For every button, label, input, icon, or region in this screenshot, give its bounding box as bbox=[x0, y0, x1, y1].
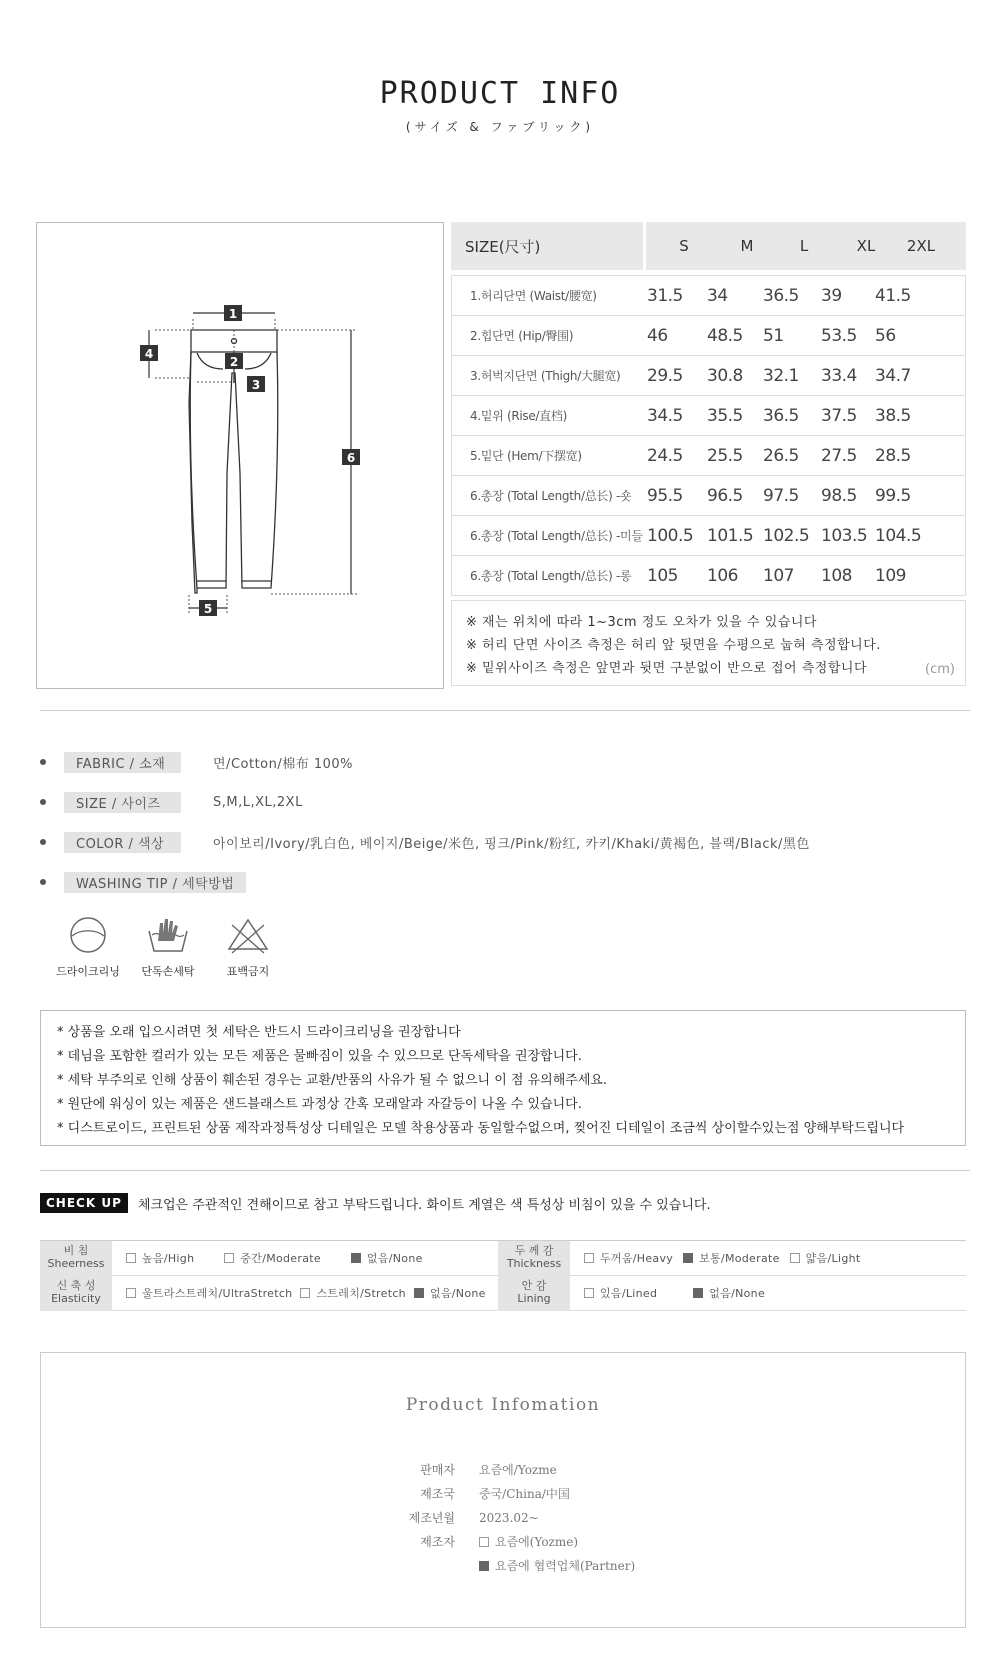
pants-diagram bbox=[36, 222, 444, 689]
svg-text:1: 1 bbox=[228, 307, 238, 321]
size-cell: 95.5 bbox=[647, 485, 683, 506]
size-cell: 46 bbox=[647, 325, 668, 346]
size-row-label: 5.밑단 (Hem/下摆宽) bbox=[470, 449, 582, 463]
checkbox bbox=[790, 1253, 800, 1263]
no-bleach-icon bbox=[226, 915, 270, 955]
checkbox bbox=[300, 1288, 310, 1298]
option: 울트라스트레치/UltraStretch bbox=[126, 1285, 292, 1301]
wash-caption: 드라이크리닝 bbox=[56, 965, 120, 978]
size-table-header bbox=[451, 222, 966, 270]
size-cell: 36.5 bbox=[763, 405, 799, 426]
size-table-body bbox=[451, 275, 966, 596]
divider bbox=[40, 710, 970, 711]
size-row bbox=[452, 476, 965, 516]
washing-note: * 원단에 워싱이 있는 제품은 샌드블래스트 과정상 간혹 모래알과 자갈등이 나올 수 있습니다. bbox=[57, 1097, 582, 1112]
marker-6 bbox=[342, 449, 360, 465]
fabric-label: FABRIC / 소재 bbox=[64, 752, 181, 773]
size-cell: 30.8 bbox=[707, 365, 743, 386]
size-cell: 109 bbox=[875, 565, 906, 586]
product-information bbox=[40, 1352, 966, 1628]
washing-note: * 세탁 부주의로 인해 상품이 훼손된 경우는 교환/반품의 사유가 될 수 없으니 이 점 유의해주세요. bbox=[57, 1073, 608, 1088]
size-cell: 28.5 bbox=[875, 445, 911, 466]
wash-hand bbox=[128, 915, 208, 979]
size-cell: 53.5 bbox=[821, 325, 857, 346]
size-cell: 32.1 bbox=[763, 365, 799, 386]
checkup-row bbox=[40, 1276, 966, 1311]
origin-row: 제조국 중국/China/中国 bbox=[420, 1487, 570, 1501]
size-cell: 104.5 bbox=[875, 525, 922, 546]
washing-note: * 디스트로이드, 프린트된 상품 제작과정특성상 디테일은 모델 착용상품과 동일할수없으며, 찢어진 디테일이 조금씩 상이할수있는점 양해부탁드립니다 bbox=[57, 1121, 905, 1136]
size-cell: 31.5 bbox=[647, 285, 683, 306]
marker-5 bbox=[199, 600, 217, 616]
maker-option: 요즘에(Yozme) bbox=[479, 1533, 578, 1550]
size-row-label: 3.허벅지단면 (Thigh/大腿宽) bbox=[470, 369, 621, 383]
dry-clean-icon bbox=[68, 915, 108, 955]
size-cell: 29.5 bbox=[647, 365, 683, 386]
maker-row-2 bbox=[391, 1557, 635, 1574]
checkbox-checked bbox=[351, 1253, 361, 1263]
checkbox bbox=[584, 1288, 594, 1298]
size-cell: 101.5 bbox=[707, 525, 754, 546]
color-label: COLOR / 색상 bbox=[64, 832, 181, 853]
option: 두꺼움/Heavy bbox=[584, 1250, 673, 1266]
sheerness-label: 비 침 Sheerness bbox=[40, 1241, 112, 1276]
washing-note: * 데님을 포함한 컬러가 있는 모든 제품은 물빠짐이 있을 수 있으므로 단독세탁을 권장합니다. bbox=[57, 1049, 582, 1064]
size-row-label: 6.총장 (Total Length/总长) -미들 bbox=[470, 529, 643, 543]
size-cell: 56 bbox=[875, 325, 896, 346]
wash-no-bleach bbox=[208, 915, 288, 979]
size-cell: 103.5 bbox=[821, 525, 868, 546]
checkbox-checked bbox=[414, 1288, 424, 1298]
checkbox bbox=[479, 1537, 489, 1547]
svg-text:2: 2 bbox=[229, 355, 239, 369]
washing-label: WASHING TIP / 세탁방법 bbox=[64, 872, 246, 893]
size-row bbox=[452, 556, 965, 596]
size-note: ※ 밑위사이즈 측정은 앞면과 뒷면 구분없이 반으로 접어 측정합니다 bbox=[466, 661, 868, 676]
svg-text:6: 6 bbox=[346, 451, 356, 465]
size-label: SIZE / 사이즈 bbox=[64, 792, 181, 813]
checkbox bbox=[126, 1288, 136, 1298]
size-cell: 24.5 bbox=[647, 445, 683, 466]
lining-options bbox=[570, 1285, 783, 1301]
divider bbox=[40, 1170, 970, 1171]
size-cell: 27.5 bbox=[821, 445, 857, 466]
option: 없음/None bbox=[351, 1250, 423, 1266]
option: 높음/High bbox=[126, 1250, 194, 1266]
size-row-label: 1.허리단면 (Waist/腰宽) bbox=[470, 289, 597, 303]
pants-illustration bbox=[37, 223, 443, 688]
size-header-label: SIZE(尺寸) bbox=[465, 237, 541, 256]
size-row-label: 6.총장 (Total Length/总长) -롱 bbox=[470, 569, 632, 583]
size-cell: 106 bbox=[707, 565, 738, 586]
checkup-row bbox=[40, 1241, 966, 1276]
size-cell: 48.5 bbox=[707, 325, 743, 346]
hand-wash-icon bbox=[146, 915, 190, 955]
size-cell: 99.5 bbox=[875, 485, 911, 506]
size-row bbox=[452, 516, 965, 556]
size-cell: 26.5 bbox=[763, 445, 799, 466]
option: 없음/None bbox=[693, 1285, 765, 1301]
size-cell: 34 bbox=[707, 285, 728, 306]
washing-notes bbox=[40, 1010, 966, 1146]
size-col-xl: XL bbox=[856, 237, 876, 255]
size-cell: 102.5 bbox=[763, 525, 810, 546]
spec-color bbox=[40, 832, 810, 852]
size-notes bbox=[451, 600, 966, 686]
option: 중간/Moderate bbox=[224, 1250, 321, 1266]
thickness-options bbox=[570, 1250, 878, 1266]
svg-text:3: 3 bbox=[251, 378, 261, 392]
date-value: 2023.02~ bbox=[479, 1510, 539, 1525]
size-row-label: 2.힙단면 (Hip/臀围) bbox=[470, 329, 574, 343]
size-row bbox=[452, 276, 965, 316]
checkup-header bbox=[40, 1193, 711, 1213]
size-cell: 108 bbox=[821, 565, 852, 586]
size-row-label: 6.총장 (Total Length/总长) -숏 bbox=[470, 489, 632, 503]
unit-label: (cm) bbox=[925, 662, 955, 677]
option: 얇음/Light bbox=[790, 1250, 861, 1266]
option: 스트레치/Stretch bbox=[300, 1285, 406, 1301]
size-cell: 100.5 bbox=[647, 525, 694, 546]
size-cell: 38.5 bbox=[875, 405, 911, 426]
marker-3 bbox=[247, 376, 265, 392]
elasticity-options bbox=[112, 1285, 498, 1301]
marker-1 bbox=[224, 305, 242, 321]
spec-fabric bbox=[40, 752, 353, 772]
size-table bbox=[451, 222, 966, 686]
wash-dry-clean bbox=[48, 915, 128, 979]
date-row: 제조년월 2023.02~ bbox=[408, 1510, 539, 1525]
fabric-value: 면/Cotton/棉布 100% bbox=[213, 756, 354, 772]
spec-washing bbox=[40, 872, 246, 892]
size-cell: 97.5 bbox=[763, 485, 799, 506]
checkbox-checked bbox=[479, 1561, 489, 1571]
size-col-s: S bbox=[679, 237, 689, 255]
checkup-badge: CHECK UP bbox=[40, 1193, 128, 1213]
seller-row: 판매자 요즘에/Yozme bbox=[420, 1463, 557, 1477]
size-row bbox=[452, 316, 965, 356]
spec-size bbox=[40, 792, 303, 812]
option: 없음/None bbox=[414, 1285, 486, 1301]
size-row bbox=[452, 396, 965, 436]
size-cell: 37.5 bbox=[821, 405, 857, 426]
checkbox bbox=[224, 1253, 234, 1263]
size-note: ※ 허리 단면 사이즈 측정은 허리 앞 뒷면을 수평으로 눕혀 측정합니다. bbox=[466, 638, 881, 653]
seller-value: 요즘에/Yozme bbox=[479, 1463, 557, 1477]
size-cell: 34.7 bbox=[875, 365, 911, 386]
checkbox bbox=[126, 1253, 136, 1263]
size-col-2xl: 2XL bbox=[906, 237, 936, 255]
size-row-label: 4.밑위 (Rise/直档) bbox=[470, 409, 567, 423]
size-row bbox=[452, 356, 965, 396]
svg-text:4: 4 bbox=[144, 347, 154, 361]
maker-row: 제조자 요즘에(Yozme) bbox=[420, 1535, 579, 1549]
size-col-l: L bbox=[799, 237, 809, 255]
size-cell: 34.5 bbox=[647, 405, 683, 426]
size-cell: 96.5 bbox=[707, 485, 743, 506]
washing-note: * 상품을 오래 입으시려면 첫 세탁은 반드시 드라이크리닝을 권장합니다 bbox=[57, 1025, 461, 1040]
checkup-text: 체크업은 주관적인 견해이므로 참고 부탁드립니다. 화이트 계열은 색 특성상 비침이 있을 수 있습니다. bbox=[137, 1197, 711, 1213]
wash-caption: 단독손세탁 bbox=[141, 965, 195, 978]
page-subtitle: (サイズ & ファブリック) bbox=[405, 120, 595, 134]
size-note: ※ 재는 위치에 따라 1~3cm 정도 오차가 있을 수 있습니다 bbox=[466, 615, 817, 630]
maker-option: 요즘에 협력업체(Partner) bbox=[479, 1557, 635, 1574]
size-cell: 35.5 bbox=[707, 405, 743, 426]
checkup-table bbox=[40, 1240, 966, 1311]
elasticity-label: 신 축 성 Elasticity bbox=[40, 1276, 112, 1311]
marker-4 bbox=[140, 345, 158, 361]
size-cell: 51 bbox=[763, 325, 784, 346]
wash-caption: 표백금지 bbox=[226, 965, 270, 978]
product-info-title: Product Infomation bbox=[405, 1395, 601, 1415]
size-cell: 36.5 bbox=[763, 285, 799, 306]
size-cell: 39 bbox=[821, 285, 842, 306]
svg-text:5: 5 bbox=[203, 602, 213, 616]
marker-2 bbox=[225, 353, 243, 369]
size-cell: 25.5 bbox=[707, 445, 743, 466]
checkbox-checked bbox=[683, 1253, 693, 1263]
size-cell: 105 bbox=[647, 565, 678, 586]
size-col-m: M bbox=[740, 237, 754, 255]
thickness-label: 두 께 감 Thickness bbox=[498, 1241, 570, 1276]
lining-label: 안 감 Lining bbox=[498, 1276, 570, 1311]
page-title: PRODUCT INFO bbox=[379, 76, 621, 111]
sheerness-options bbox=[112, 1250, 498, 1266]
color-value: 아이보리/Ivory/乳白色, 베이지/Beige/米色, 핑크/Pink/粉红, 카키/Khaki/黄褐色, 블랙/Black/黑色 bbox=[213, 836, 810, 852]
size-cell: 33.4 bbox=[821, 365, 857, 386]
option: 보통/Moderate bbox=[683, 1250, 780, 1266]
checkbox bbox=[584, 1253, 594, 1263]
size-cell: 41.5 bbox=[875, 285, 911, 306]
size-cell: 107 bbox=[763, 565, 794, 586]
size-value: S,M,L,XL,2XL bbox=[213, 794, 303, 810]
checkbox-checked bbox=[693, 1288, 703, 1298]
option: 있음/Lined bbox=[584, 1285, 657, 1301]
origin-value: 중국/China/中国 bbox=[479, 1487, 570, 1501]
size-row bbox=[452, 436, 965, 476]
size-cell: 98.5 bbox=[821, 485, 857, 506]
